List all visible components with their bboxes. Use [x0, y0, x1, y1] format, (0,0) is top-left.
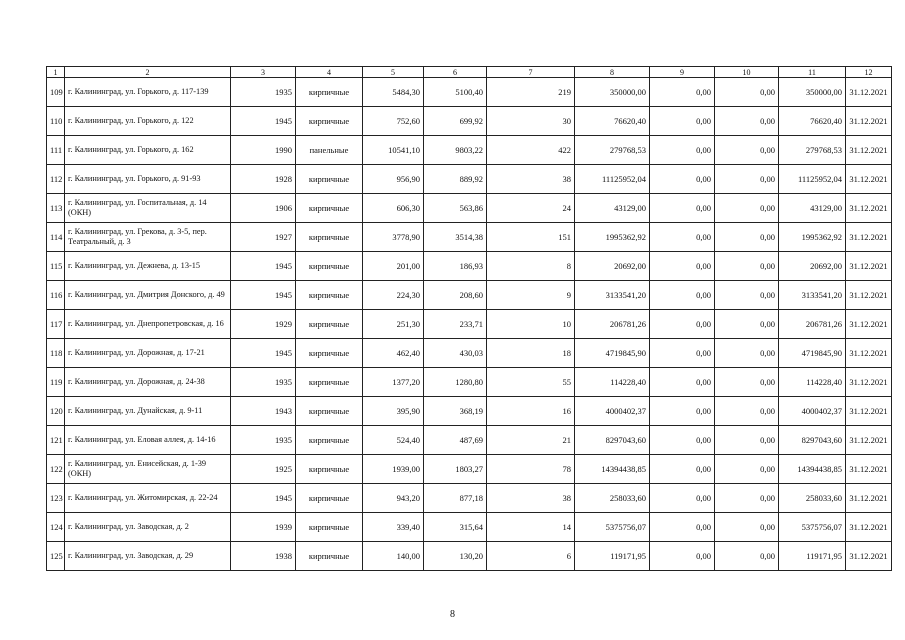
- year-cell: 1927: [231, 223, 296, 252]
- value-cell: 151: [487, 223, 575, 252]
- value-cell: 0,00: [650, 339, 715, 368]
- value-cell: 0,00: [650, 223, 715, 252]
- value-cell: 14394438,85: [575, 455, 650, 484]
- value-cell: 4719845,90: [575, 339, 650, 368]
- value-cell: 0,00: [715, 426, 779, 455]
- value-cell: 279768,53: [575, 136, 650, 165]
- table-row: [47, 310, 892, 339]
- col-header: 10: [715, 67, 779, 78]
- table-row: [47, 368, 892, 397]
- value-cell: 16: [487, 397, 575, 426]
- value-cell: 422: [487, 136, 575, 165]
- value-cell: 43129,00: [779, 194, 846, 223]
- material-cell: кирпичные: [296, 223, 363, 252]
- address-cell: г. Калининград, ул. Горького, д. 122: [65, 107, 231, 136]
- value-cell: 524,40: [363, 426, 424, 455]
- value-cell: 10: [487, 310, 575, 339]
- col-header: 12: [846, 67, 892, 78]
- table-row: [47, 542, 892, 571]
- value-cell: 877,18: [424, 484, 487, 513]
- row-number: 117: [47, 310, 65, 339]
- date-cell: 31.12.2021: [846, 397, 892, 426]
- value-cell: 201,00: [363, 252, 424, 281]
- table-row: [47, 136, 892, 165]
- date-cell: 31.12.2021: [846, 136, 892, 165]
- value-cell: 206781,26: [575, 310, 650, 339]
- row-number: 123: [47, 484, 65, 513]
- value-cell: 889,92: [424, 165, 487, 194]
- value-cell: 18: [487, 339, 575, 368]
- year-cell: 1938: [231, 542, 296, 571]
- value-cell: 279768,53: [779, 136, 846, 165]
- address-cell: г. Калининград, ул. Горького, д. 91-93: [65, 165, 231, 194]
- value-cell: 130,20: [424, 542, 487, 571]
- value-cell: 76620,40: [575, 107, 650, 136]
- year-cell: 1945: [231, 339, 296, 368]
- value-cell: 0,00: [715, 281, 779, 310]
- address-cell: г. Калининград, ул. Дмитрия Донского, д. 49: [65, 281, 231, 310]
- address-cell: г. Калининград, ул. Горького, д. 117-139: [65, 78, 231, 107]
- value-cell: 8: [487, 252, 575, 281]
- row-number: 115: [47, 252, 65, 281]
- address-cell: г. Калининград, ул. Дунайская, д. 9-11: [65, 397, 231, 426]
- value-cell: 11125952,04: [575, 165, 650, 194]
- value-cell: 78: [487, 455, 575, 484]
- date-cell: 31.12.2021: [846, 194, 892, 223]
- value-cell: 0,00: [715, 339, 779, 368]
- material-cell: кирпичные: [296, 165, 363, 194]
- table-row: [47, 165, 892, 194]
- value-cell: 0,00: [650, 107, 715, 136]
- value-cell: 206781,26: [779, 310, 846, 339]
- value-cell: 956,90: [363, 165, 424, 194]
- value-cell: 233,71: [424, 310, 487, 339]
- value-cell: 9: [487, 281, 575, 310]
- value-cell: 3778,90: [363, 223, 424, 252]
- value-cell: 119171,95: [779, 542, 846, 571]
- date-cell: 31.12.2021: [846, 78, 892, 107]
- value-cell: 3133541,20: [779, 281, 846, 310]
- table-row: [47, 107, 892, 136]
- value-cell: 0,00: [715, 397, 779, 426]
- value-cell: 339,40: [363, 513, 424, 542]
- value-cell: 5375756,07: [779, 513, 846, 542]
- year-cell: 1945: [231, 252, 296, 281]
- material-cell: панельные: [296, 136, 363, 165]
- col-header: 7: [487, 67, 575, 78]
- value-cell: 3514,38: [424, 223, 487, 252]
- value-cell: 0,00: [715, 513, 779, 542]
- row-number: 110: [47, 107, 65, 136]
- row-number: 109: [47, 78, 65, 107]
- value-cell: 606,30: [363, 194, 424, 223]
- value-cell: 0,00: [715, 310, 779, 339]
- header-row: [47, 67, 892, 78]
- value-cell: 10541,10: [363, 136, 424, 165]
- value-cell: 0,00: [715, 136, 779, 165]
- value-cell: 3133541,20: [575, 281, 650, 310]
- year-cell: 1990: [231, 136, 296, 165]
- address-cell: г. Калининград, ул. Енисейская, д. 1-39 (ОКН): [65, 455, 231, 484]
- table-row: [47, 455, 892, 484]
- value-cell: 0,00: [650, 484, 715, 513]
- value-cell: 0,00: [715, 78, 779, 107]
- year-cell: 1935: [231, 78, 296, 107]
- year-cell: 1906: [231, 194, 296, 223]
- value-cell: 5100,40: [424, 78, 487, 107]
- address-cell: г. Калининград, ул. Днепропетровская, д. 16: [65, 310, 231, 339]
- value-cell: 5484,30: [363, 78, 424, 107]
- value-cell: 114228,40: [575, 368, 650, 397]
- value-cell: 5375756,07: [575, 513, 650, 542]
- value-cell: 186,93: [424, 252, 487, 281]
- value-cell: 258033,60: [575, 484, 650, 513]
- value-cell: 0,00: [650, 455, 715, 484]
- row-number: 122: [47, 455, 65, 484]
- housing-table: [46, 66, 892, 571]
- material-cell: кирпичные: [296, 339, 363, 368]
- date-cell: 31.12.2021: [846, 339, 892, 368]
- date-cell: 31.12.2021: [846, 223, 892, 252]
- year-cell: 1929: [231, 310, 296, 339]
- value-cell: 4000402,37: [575, 397, 650, 426]
- value-cell: 0,00: [650, 194, 715, 223]
- col-header: 9: [650, 67, 715, 78]
- value-cell: 20692,00: [575, 252, 650, 281]
- value-cell: 6: [487, 542, 575, 571]
- material-cell: кирпичные: [296, 107, 363, 136]
- value-cell: 0,00: [715, 194, 779, 223]
- value-cell: 76620,40: [779, 107, 846, 136]
- date-cell: 31.12.2021: [846, 165, 892, 194]
- value-cell: 114228,40: [779, 368, 846, 397]
- date-cell: 31.12.2021: [846, 368, 892, 397]
- value-cell: 0,00: [650, 310, 715, 339]
- year-cell: 1939: [231, 513, 296, 542]
- value-cell: 0,00: [650, 368, 715, 397]
- address-cell: г. Калининград, ул. Еловая аллея, д. 14-16: [65, 426, 231, 455]
- material-cell: кирпичные: [296, 397, 363, 426]
- material-cell: кирпичные: [296, 78, 363, 107]
- material-cell: кирпичные: [296, 310, 363, 339]
- address-cell: г. Калининград, ул. Житомирская, д. 22-24: [65, 484, 231, 513]
- value-cell: 350000,00: [575, 78, 650, 107]
- material-cell: кирпичные: [296, 426, 363, 455]
- col-header: 8: [575, 67, 650, 78]
- date-cell: 31.12.2021: [846, 513, 892, 542]
- value-cell: 563,86: [424, 194, 487, 223]
- value-cell: 20692,00: [779, 252, 846, 281]
- value-cell: 0,00: [650, 542, 715, 571]
- value-cell: 0,00: [715, 223, 779, 252]
- value-cell: 30: [487, 107, 575, 136]
- table-row: [47, 426, 892, 455]
- date-cell: 31.12.2021: [846, 281, 892, 310]
- value-cell: 1995362,92: [575, 223, 650, 252]
- year-cell: 1925: [231, 455, 296, 484]
- value-cell: 0,00: [650, 136, 715, 165]
- table-body: [47, 67, 892, 571]
- value-cell: 251,30: [363, 310, 424, 339]
- table-row: [47, 252, 892, 281]
- value-cell: 219: [487, 78, 575, 107]
- material-cell: кирпичные: [296, 194, 363, 223]
- row-number: 124: [47, 513, 65, 542]
- table-row: [47, 281, 892, 310]
- row-number: 113: [47, 194, 65, 223]
- row-number: 125: [47, 542, 65, 571]
- value-cell: 21: [487, 426, 575, 455]
- address-cell: г. Калининград, ул. Горького, д. 162: [65, 136, 231, 165]
- date-cell: 31.12.2021: [846, 310, 892, 339]
- table-row: [47, 223, 892, 252]
- address-cell: г. Калининград, ул. Заводская, д. 2: [65, 513, 231, 542]
- row-number: 120: [47, 397, 65, 426]
- col-header: 11: [779, 67, 846, 78]
- row-number: 118: [47, 339, 65, 368]
- material-cell: кирпичные: [296, 281, 363, 310]
- value-cell: 0,00: [715, 455, 779, 484]
- value-cell: 0,00: [650, 78, 715, 107]
- value-cell: 487,69: [424, 426, 487, 455]
- table-row: [47, 513, 892, 542]
- address-cell: г. Калининград, ул. Дорожная, д. 17-21: [65, 339, 231, 368]
- row-number: 114: [47, 223, 65, 252]
- col-header: 1: [47, 67, 65, 78]
- value-cell: 943,20: [363, 484, 424, 513]
- value-cell: 0,00: [715, 252, 779, 281]
- material-cell: кирпичные: [296, 368, 363, 397]
- value-cell: 0,00: [650, 397, 715, 426]
- value-cell: 1995362,92: [779, 223, 846, 252]
- value-cell: 8297043,60: [779, 426, 846, 455]
- date-cell: 31.12.2021: [846, 252, 892, 281]
- year-cell: 1935: [231, 426, 296, 455]
- year-cell: 1935: [231, 368, 296, 397]
- table-row: [47, 397, 892, 426]
- year-cell: 1945: [231, 281, 296, 310]
- value-cell: 4000402,37: [779, 397, 846, 426]
- year-cell: 1945: [231, 484, 296, 513]
- value-cell: 4719845,90: [779, 339, 846, 368]
- value-cell: 315,64: [424, 513, 487, 542]
- table-row: [47, 78, 892, 107]
- value-cell: 1377,20: [363, 368, 424, 397]
- date-cell: 31.12.2021: [846, 107, 892, 136]
- value-cell: 38: [487, 484, 575, 513]
- value-cell: 224,30: [363, 281, 424, 310]
- col-header: 2: [65, 67, 231, 78]
- material-cell: кирпичные: [296, 542, 363, 571]
- material-cell: кирпичные: [296, 252, 363, 281]
- table-row: [47, 484, 892, 513]
- value-cell: 0,00: [650, 252, 715, 281]
- value-cell: 752,60: [363, 107, 424, 136]
- value-cell: 8297043,60: [575, 426, 650, 455]
- year-cell: 1943: [231, 397, 296, 426]
- value-cell: 119171,95: [575, 542, 650, 571]
- row-number: 119: [47, 368, 65, 397]
- col-header: 6: [424, 67, 487, 78]
- address-cell: г. Калининград, ул. Грекова, д. 3-5, пер. Театральный, д. 3: [65, 223, 231, 252]
- value-cell: 14394438,85: [779, 455, 846, 484]
- value-cell: 208,60: [424, 281, 487, 310]
- material-cell: кирпичные: [296, 513, 363, 542]
- value-cell: 9803,22: [424, 136, 487, 165]
- row-number: 116: [47, 281, 65, 310]
- col-header: 5: [363, 67, 424, 78]
- value-cell: 24: [487, 194, 575, 223]
- material-cell: кирпичные: [296, 484, 363, 513]
- value-cell: 395,90: [363, 397, 424, 426]
- value-cell: 699,92: [424, 107, 487, 136]
- value-cell: 368,19: [424, 397, 487, 426]
- date-cell: 31.12.2021: [846, 484, 892, 513]
- value-cell: 1803,27: [424, 455, 487, 484]
- row-number: 121: [47, 426, 65, 455]
- address-cell: г. Калининград, ул. Госпитальная, д. 14 (ОКН): [65, 194, 231, 223]
- address-cell: г. Калининград, ул. Дежнева, д. 13-15: [65, 252, 231, 281]
- table-row: [47, 339, 892, 368]
- value-cell: 1280,80: [424, 368, 487, 397]
- value-cell: 0,00: [650, 426, 715, 455]
- value-cell: 462,40: [363, 339, 424, 368]
- value-cell: 0,00: [715, 542, 779, 571]
- address-cell: г. Калининград, ул. Заводская, д. 29: [65, 542, 231, 571]
- value-cell: 350000,00: [779, 78, 846, 107]
- value-cell: 1939,00: [363, 455, 424, 484]
- value-cell: 258033,60: [779, 484, 846, 513]
- date-cell: 31.12.2021: [846, 426, 892, 455]
- year-cell: 1945: [231, 107, 296, 136]
- value-cell: 38: [487, 165, 575, 194]
- value-cell: 55: [487, 368, 575, 397]
- year-cell: 1928: [231, 165, 296, 194]
- value-cell: 0,00: [715, 368, 779, 397]
- row-number: 111: [47, 136, 65, 165]
- page-number: 8: [450, 609, 455, 620]
- value-cell: 0,00: [715, 484, 779, 513]
- value-cell: 14: [487, 513, 575, 542]
- date-cell: 31.12.2021: [846, 455, 892, 484]
- value-cell: 430,03: [424, 339, 487, 368]
- value-cell: 11125952,04: [779, 165, 846, 194]
- material-cell: кирпичные: [296, 455, 363, 484]
- value-cell: 140,00: [363, 542, 424, 571]
- row-number: 112: [47, 165, 65, 194]
- value-cell: 0,00: [650, 281, 715, 310]
- table-row: [47, 194, 892, 223]
- date-cell: 31.12.2021: [846, 542, 892, 571]
- col-header: 3: [231, 67, 296, 78]
- value-cell: 0,00: [715, 107, 779, 136]
- value-cell: 0,00: [650, 513, 715, 542]
- col-header: 4: [296, 67, 363, 78]
- value-cell: 43129,00: [575, 194, 650, 223]
- value-cell: 0,00: [715, 165, 779, 194]
- value-cell: 0,00: [650, 165, 715, 194]
- address-cell: г. Калининград, ул. Дорожная, д. 24-38: [65, 368, 231, 397]
